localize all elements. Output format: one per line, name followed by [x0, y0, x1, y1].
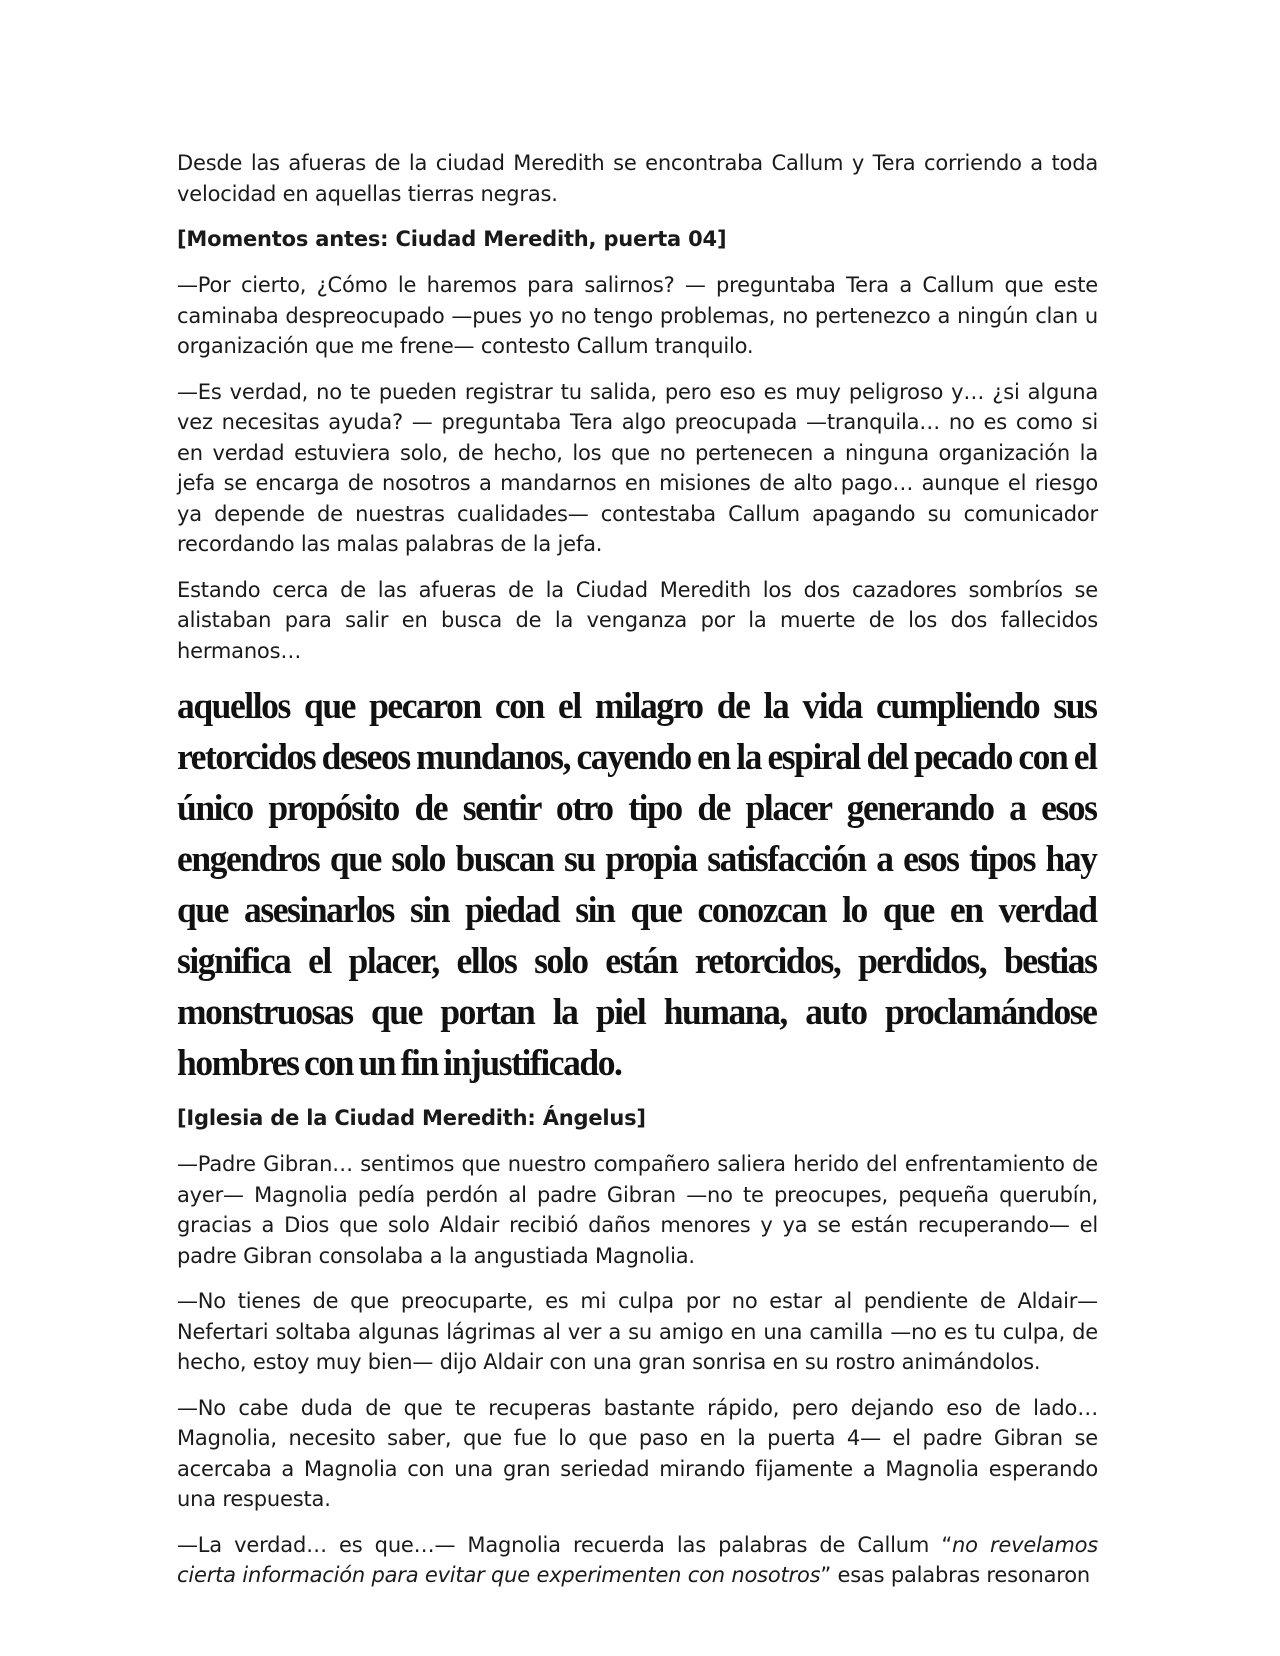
- scene-heading-2: [Iglesia de la Ciudad Meredith: Ángelus]: [177, 1106, 646, 1130]
- paragraph-4: Estando cerca de las afueras de la Ciudad Meredith los dos cazadores sombríos se alistaban para salir en busca de la venganza por la muerte de los dos fallecidos hermanos…: [177, 577, 1098, 663]
- paragraph-8-end: ” esas palabras resonaron: [820, 1563, 1091, 1587]
- paragraph-1: Desde las afueras de la ciudad Meredith se encontraba Callum y Tera corriendo a toda velocidad en aquellas tierras negras.: [177, 151, 1098, 206]
- paragraph-8-start: —La verdad… es que…— Magnolia recuerda las palabras de Callum “: [177, 1532, 953, 1557]
- paragraph-8: [177, 1530, 1098, 1591]
- bold-monologue: aquellos que pecaron con el milagro de la vida cumpliendo sus retorcidos deseos mundanos, cayendo en la espiral del pecado con el único propósito de sentir otro tipo de placer generando a esos engendros que solo buscan su propia satisfacción a esos tipos hay que asesinarlos sin piedad sin que conozcan lo que en verdad significa el placer, ellos solo están retorcidos, perdidos, bestias monstruosas que portan la piel humana, auto proclamándose hombres con un fin injustificado.: [177, 686, 1097, 1084]
- paragraph-3: —Es verdad, no te pueden registrar tu salida, pero eso es muy peligroso y… ¿si alguna vez necesitas ayuda? — preguntaba Tera algo preocupada —tranquila… no es como si en verdad estuviera solo, de hecho, los que no pertenecen a ninguna organización la jefa se encarga de nosotros a mandarnos en misiones de alto pago… aunque el riesgo ya depende de nuestras cualidades— contestaba Callum apagando su comunicador recordando las malas palabras de la jefa.: [177, 379, 1098, 556]
- paragraph-6: —No tienes de que preocuparte, es mi culpa por no estar al pendiente de Aldair— Nefertari soltaba algunas lágrimas al ver a su amigo en una camilla —no es tu culpa, de hecho, estoy muy bien— dijo Aldair con una gran sonrisa en su rostro animándolos.: [177, 1289, 1098, 1374]
- paragraph-2: —Por cierto, ¿Cómo le haremos para salirnos? — preguntaba Tera a Callum que este caminaba despreocupado —pues yo no tengo problemas, no pertenezco a ningún clan u organización que me frene— contesto Callum tranquilo.: [177, 273, 1098, 358]
- document-page: [177, 148, 1098, 1606]
- paragraph-7: —No cabe duda de que te recuperas bastante rápido, pero dejando eso de lado… Magnolia, necesito saber, que fue lo que paso en la puerta 4— el padre Gibran se acercaba a Magnolia con una gran seriedad mirando fijamente a Magnolia esperando una respuesta.: [177, 1395, 1098, 1511]
- scene-heading-1: [Momentos antes: Ciudad Meredith, puerta 04]: [177, 227, 727, 251]
- paragraph-8-italic-quote: no revelamos cierta información para evitar que experimenten con nosotros: [177, 1532, 1098, 1587]
- paragraph-5: —Padre Gibran… sentimos que nuestro compañero saliera herido del enfrentamiento de ayer— Magnolia pedía perdón al padre Gibran —no te preocupes, pequeña querubín, gracias a Dios que solo Aldair recibió daños menores y ya se están recuperando— el padre Gibran consolaba a la angustiada Magnolia.: [177, 1152, 1098, 1268]
